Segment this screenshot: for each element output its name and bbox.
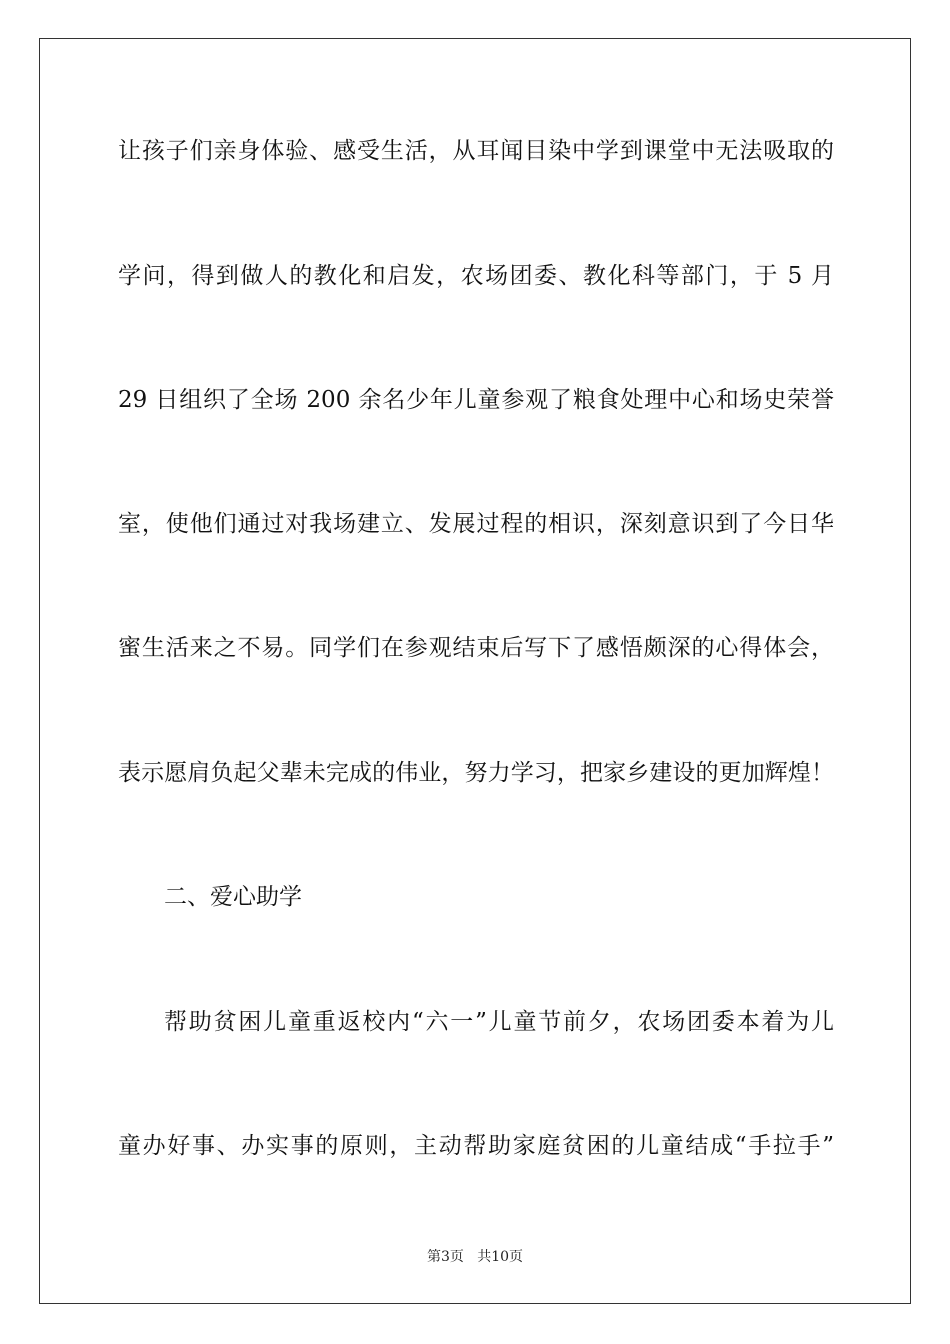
text-line: 表示愿肩负起父辈未完成的伟业，努力学习，把家乡建设的更加辉煌！: [118, 760, 834, 786]
footer-page-prefix: 第: [426, 1249, 441, 1265]
page-border: [39, 38, 911, 1304]
footer-total-pages: 10: [491, 1249, 510, 1265]
text-line: 帮助贫困儿童重返校内“六一”儿童节前夕，农场团委本着为儿: [164, 1009, 834, 1035]
page-footer: [0, 1248, 950, 1266]
text-line: 室，使他们通过对我场建立、发展过程的相识，深刻意识到了今日华: [118, 511, 834, 537]
text-line: 让孩子们亲身体验、感受生活，从耳闻目染中学到课堂中无法吸取的: [118, 138, 834, 164]
section-heading: 二、爱心助学: [164, 884, 302, 910]
text-line: 学问，得到做人的教化和启发，农场团委、教化科等部门，于 5 月: [118, 263, 834, 289]
footer-total-suffix: 页: [509, 1249, 524, 1265]
footer-page-suffix: 页: [449, 1249, 464, 1265]
text-line: 童办好事、办实事的原则，主动帮助家庭贫困的儿童结成“手拉手”: [118, 1133, 834, 1159]
footer-page-number: 3: [440, 1249, 450, 1265]
text-line: 29 日组织了全场 200 余名少年儿童参观了粮食处理中心和场史荣誉: [118, 387, 834, 413]
footer-total-prefix: 共: [477, 1249, 492, 1265]
text-line: 蜜生活来之不易。同学们在参观结束后写下了感悟颇深的心得体会，: [118, 635, 834, 661]
